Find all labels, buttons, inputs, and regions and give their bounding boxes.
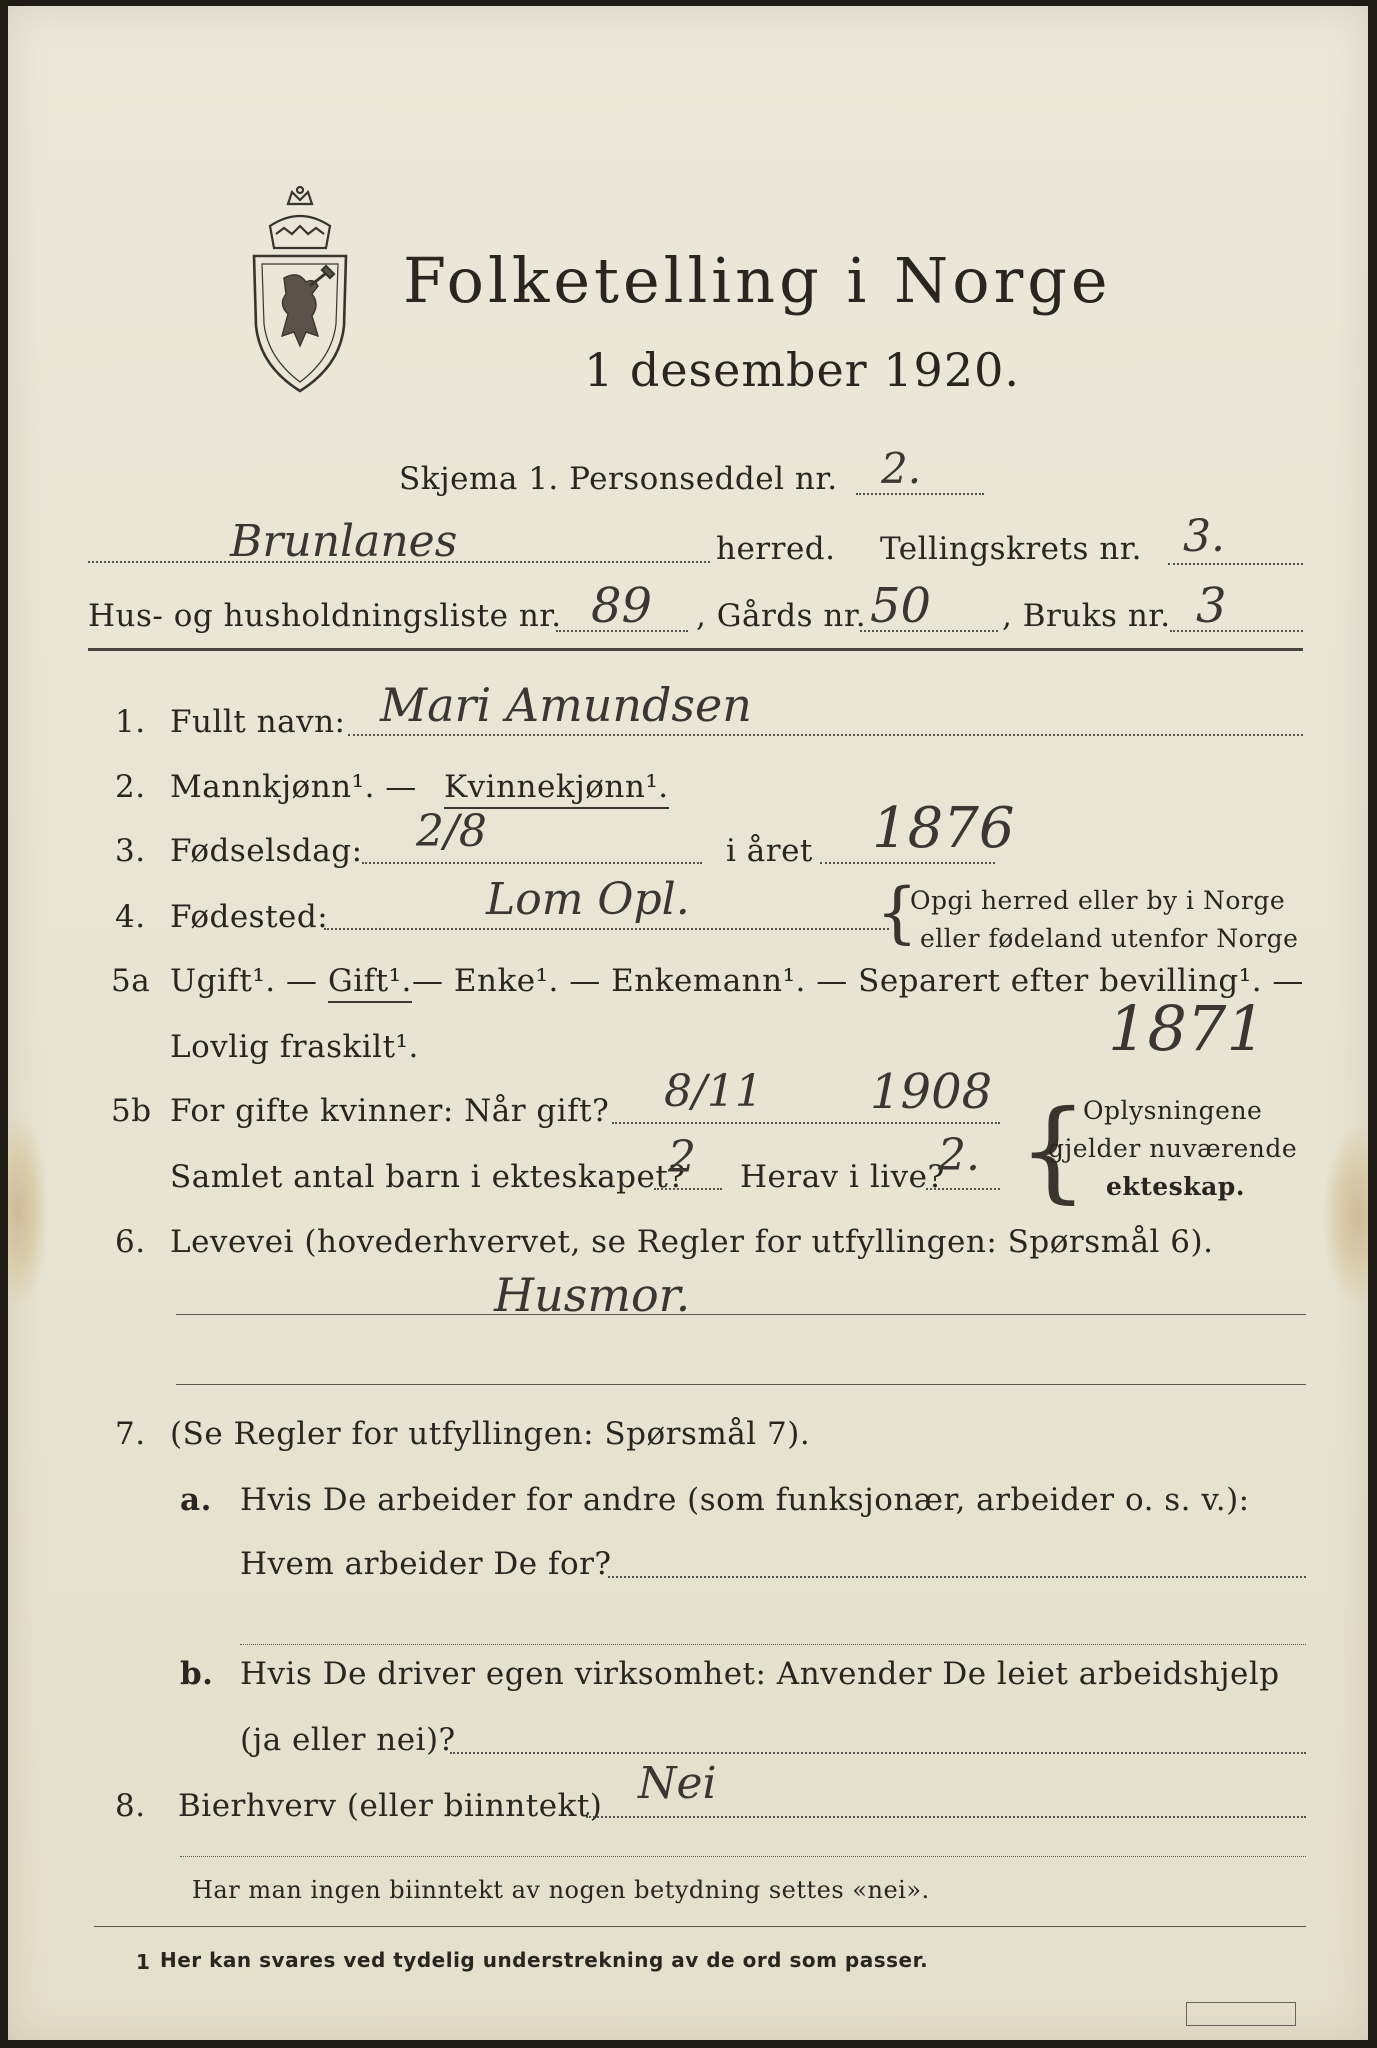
birthplace-note-1: Opgi herred eller by i Norge — [910, 886, 1286, 915]
footnote-text: Her kan svares ved tydelig understrekning av de ord som passer. — [160, 1948, 929, 1972]
q7-label: (Se Regler for utfyllingen: Spørsmål 7). — [170, 1416, 811, 1452]
birthplace-note-brace: { — [876, 874, 918, 951]
female-option[interactable] — [444, 769, 669, 805]
paper-stain-left — [8, 1116, 48, 1306]
side-income-value[interactable]: Nei — [638, 1758, 717, 1809]
children-line — [654, 1188, 722, 1190]
coat-of-arms-icon — [240, 186, 360, 396]
married-year-value[interactable]: 1908 — [870, 1064, 993, 1120]
q6-number: 6. — [115, 1224, 146, 1260]
marriage-year-margin-value: 1871 — [1108, 992, 1266, 1065]
bruks-label: , Bruks nr. — [1002, 598, 1171, 634]
q7b-letter: b. — [180, 1656, 214, 1692]
marital-other-options[interactable]: — Enke¹. — Enkemann¹. — Separert efter bevilling¹. — — [412, 963, 1304, 999]
bruks-line — [1170, 630, 1303, 632]
full-name-value[interactable]: Mari Amundsen — [380, 678, 752, 732]
ugift-option[interactable]: Ugift¹. — — [170, 963, 318, 999]
marriage-note-3: ekteskap. — [1106, 1172, 1245, 1201]
birthday-line — [362, 862, 702, 864]
q7b-help-label: (ja eller nei)? — [240, 1722, 456, 1758]
side-income-label: Bierhverv (eller biinntekt) — [178, 1788, 603, 1824]
q3-number: 3. — [115, 833, 146, 869]
birth-year-line — [820, 862, 995, 864]
husholdningsliste-label: Hus- og husholdningsliste nr. — [88, 598, 562, 634]
q5b-number: 5b — [111, 1093, 152, 1129]
herred-value[interactable]: Brunlanes — [230, 516, 458, 567]
marriage-note-brace: { — [1018, 1086, 1088, 1214]
q8-number: 8. — [115, 1788, 146, 1824]
schema-label: Skjema 1. Personseddel nr. — [399, 461, 838, 497]
q1-number: 1. — [115, 704, 146, 740]
children-label: Samlet antal barn i ekteskapet? — [170, 1159, 686, 1195]
herred-line — [88, 561, 710, 563]
bruks-value[interactable]: 3 — [1196, 578, 1227, 634]
side-income-line — [586, 1816, 1306, 1818]
q7a-employer-line — [608, 1576, 1306, 1578]
q7b-text: Hvis De driver egen virksomhet: Anvender De leiet arbeidshjelp — [240, 1656, 1280, 1692]
form-title: Folketelling i Norge — [403, 244, 1112, 317]
tellingskrets-value[interactable]: 3. — [1183, 511, 1225, 562]
alive-label: Herav i live? — [740, 1159, 945, 1195]
children-value[interactable]: 2 — [668, 1132, 696, 1183]
alive-line — [926, 1188, 1000, 1190]
q1-label: Fullt navn: — [170, 704, 346, 740]
tellingskrets-label: Tellingskrets nr. — [880, 531, 1142, 567]
full-name-line — [348, 734, 1303, 736]
alive-value[interactable]: 2. — [938, 1130, 980, 1181]
side-income-note: Har man ingen biinntekt av nogen betydning settes «nei». — [192, 1876, 930, 1904]
q4-number: 4. — [115, 899, 146, 935]
married-when-line — [612, 1122, 1000, 1124]
birth-year-value[interactable]: 1876 — [872, 796, 1015, 861]
section-divider — [88, 648, 1303, 651]
husholdningsliste-line — [556, 630, 688, 632]
birthplace-value[interactable]: Lom Opl. — [486, 874, 690, 925]
q7a-letter: a. — [180, 1482, 212, 1518]
q7a-text: Hvis De arbeider for andre (som funksjonær, arbeider o. s. v.): — [240, 1482, 1250, 1518]
footnote-divider — [94, 1926, 1306, 1927]
side-income-extra-line — [180, 1856, 1306, 1857]
occupation-label: Levevei (hovederhvervet, se Regler for utfyllingen: Spørsmål 6). — [170, 1224, 1214, 1260]
q5a-number: 5a — [111, 963, 151, 999]
fraskilt-option[interactable]: Lovlig fraskilt¹. — [170, 1029, 419, 1065]
footnote-mark: 1 — [136, 1950, 151, 1974]
q7b-help-line — [450, 1752, 1306, 1754]
female-option-label: Kvinnekjønn¹. — [444, 769, 669, 809]
gards-value[interactable]: 50 — [870, 578, 932, 634]
tellingskrets-line — [1168, 563, 1303, 565]
birthplace-line — [324, 928, 889, 930]
printer-stamp-icon — [1186, 2002, 1296, 2026]
gift-option[interactable] — [328, 963, 412, 999]
show-through-text — [528, 124, 535, 149]
birthplace-label: Fødested: — [170, 899, 329, 935]
occupation-value[interactable]: Husmor. — [494, 1268, 691, 1322]
marriage-note-1: Oplysningene — [1083, 1096, 1263, 1125]
birth-year-label: i året — [726, 833, 813, 869]
birthday-value[interactable]: 2/8 — [416, 806, 487, 857]
gift-option-label: Gift¹. — [328, 963, 412, 1003]
herred-label: herred. — [716, 531, 836, 567]
gards-line — [860, 630, 998, 632]
husholdningsliste-value[interactable]: 89 — [591, 578, 653, 634]
birthplace-note-2: eller fødeland utenfor Norge — [920, 924, 1299, 953]
birthday-label: Fødselsdag: — [170, 833, 363, 869]
q7a-extra-line — [240, 1644, 1306, 1645]
census-date: 1 desember 1920. — [584, 343, 1020, 397]
occupation-line-2 — [176, 1384, 1306, 1385]
paper-stain-right — [1323, 1126, 1368, 1306]
occupation-line-1 — [176, 1314, 1306, 1315]
married-when-label: For gifte kvinner: Når gift? — [170, 1093, 610, 1129]
married-date-value[interactable]: 8/11 — [664, 1066, 763, 1117]
gards-label: , Gårds nr. — [696, 598, 867, 634]
q2-number: 2. — [115, 769, 146, 805]
marriage-note-2: gjelder nuværende — [1048, 1134, 1298, 1163]
personseddel-number-line — [856, 493, 984, 495]
census-form-page — [8, 6, 1368, 2040]
personseddel-number-value[interactable]: 2. — [881, 444, 922, 493]
q7a-employer-label: Hvem arbeider De for? — [240, 1546, 612, 1582]
male-option[interactable]: Mannkjønn¹. — — [170, 769, 417, 805]
q7-number: 7. — [115, 1416, 146, 1452]
